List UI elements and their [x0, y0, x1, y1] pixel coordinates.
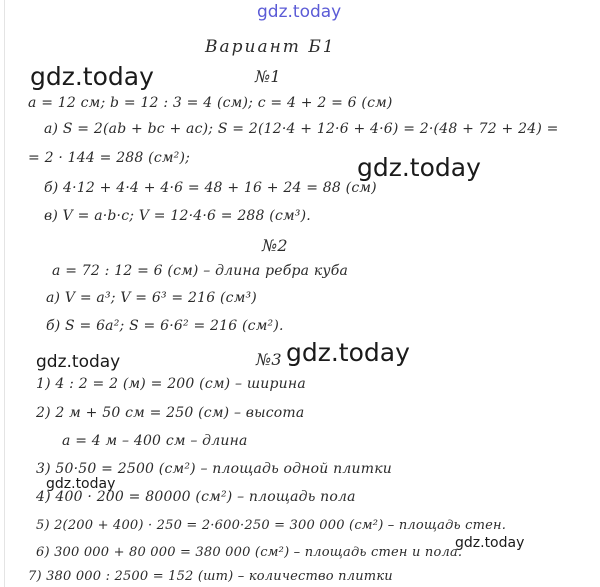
task-3-line-4: 3) 50·50 = 2500 (см²) – площадь одной плитки [36, 461, 392, 477]
task-1-line-1: a = 12 см; b = 12 : 3 = 4 (см); c = 4 + 2 = 6 (см) [28, 95, 393, 111]
task-3-number: №3 [256, 350, 282, 369]
task-2-line-1: a = 72 : 12 = 6 (см) – длина ребра куба [52, 263, 349, 279]
task-2-line-3: б) S = 6a²; S = 6·6² = 216 (см²). [46, 318, 284, 334]
task-1-line-3: = 2 · 144 = 288 (см²); [28, 150, 191, 166]
task-3-line-7: 6) 300 000 + 80 000 = 380 000 (см²) – площадь стен и пола. [36, 545, 463, 560]
task-3-line-1: 1) 4 : 2 = 2 (м) = 200 (см) – ширина [36, 376, 306, 392]
task-3-line-3: a = 4 м – 400 см – длина [62, 433, 248, 449]
watermark-left-1: gdz.today [30, 62, 154, 91]
task-1-number: №1 [255, 67, 281, 86]
task-3-line-6: 5) 2(200 + 400) · 250 = 2·600·250 = 300 000 (см²) – площадь стен. [36, 518, 507, 533]
watermark-left-3: gdz.today [46, 476, 116, 492]
task-1-line-5: в) V = a·b·c; V = 12·4·6 = 288 (см³). [44, 208, 311, 224]
task-1-line-4: б) 4·12 + 4·4 + 4·6 = 48 + 16 + 24 = 88 (см) [44, 180, 377, 196]
watermark-bottom-right: gdz.today [455, 535, 525, 551]
watermark-top: gdz.today [257, 2, 342, 22]
watermark-mid-2: gdz.today [286, 338, 410, 367]
task-3-line-8: 7) 380 000 : 2500 = 152 (шт) – количество плитки [28, 569, 393, 584]
page-edge-line [4, 0, 5, 587]
page-heading: Вариант Б1 [205, 37, 336, 57]
task-2-line-2: а) V = a³; V = 6³ = 216 (см³) [46, 290, 257, 306]
task-2-number: №2 [262, 236, 288, 255]
task-3-line-5: 4) 400 · 200 = 80000 (см²) – площадь пола [36, 489, 356, 505]
task-1-line-2: а) S = 2(ab + bc + ac); S = 2(12·4 + 12·6 + 4·6) = 2·(48 + 72 + 24) = [44, 121, 559, 137]
watermark-left-2: gdz.today [36, 352, 121, 372]
watermark-right-1: gdz.today [357, 153, 481, 182]
task-3-line-2: 2) 2 м + 50 см = 250 (см) – высота [36, 405, 305, 421]
